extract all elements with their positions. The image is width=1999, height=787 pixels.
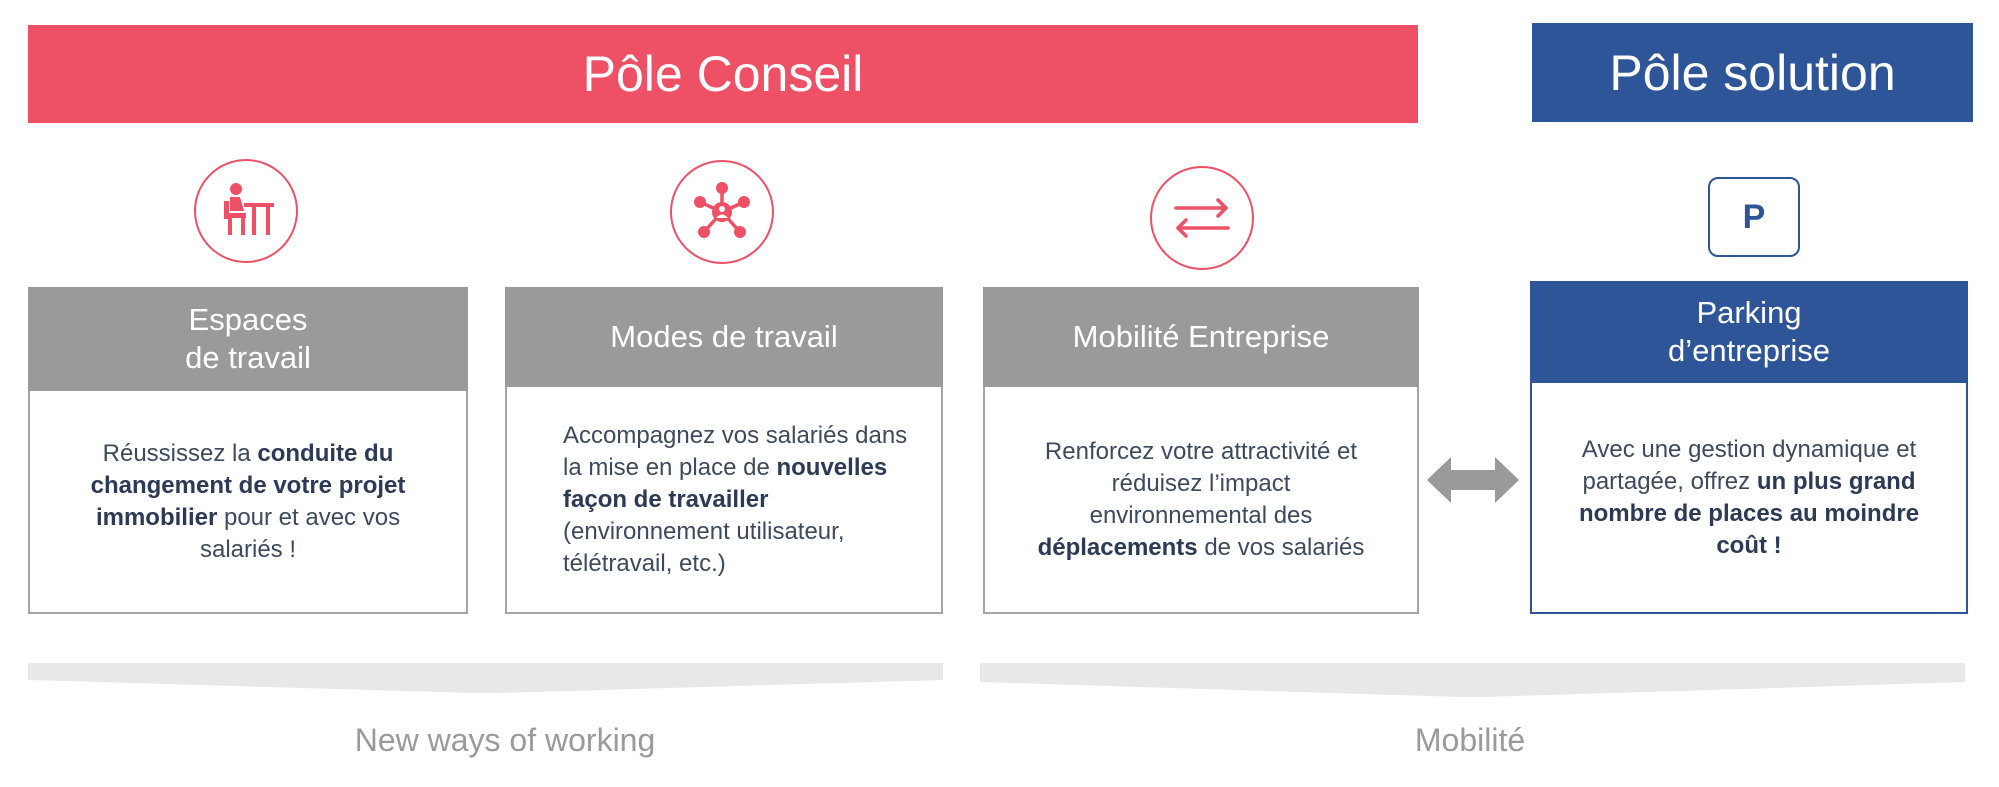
card-mobilite-body (983, 387, 1419, 614)
card-espaces-text-part: pour et avec vos salariés ! (199, 503, 401, 563)
card-mobilite-text-bold: déplacements (1037, 533, 1198, 561)
label-mobilite: Mobilité (1414, 722, 1526, 758)
pole-conseil-title: Pôle Conseil (582, 46, 864, 102)
card-modes-de-travail (505, 287, 943, 614)
bracket-mobilite (980, 663, 1965, 701)
parking-icon (1708, 177, 1800, 257)
card-parking-text-bold: un plus grand nombre de places au moindre coût ! (1578, 467, 1920, 559)
card-espaces-de-travail (28, 287, 468, 614)
card-espaces-body (28, 391, 468, 614)
card-parking-text-part: Avec une gestion dynamique et partagée, offrez (1581, 435, 1917, 495)
card-parking-header (1530, 281, 1968, 383)
card-modes-text-part: (environnement utilisateur, télétravail, etc.) (563, 517, 845, 577)
card-mobilite-text-part: Renforcez votre attractivité et réduisez l’impact environnemental des (1044, 437, 1358, 529)
card-espaces-title-line1: Espaces (188, 302, 308, 337)
card-modes-text (563, 420, 911, 580)
card-espaces-header (28, 287, 468, 391)
card-modes-text-bold: nouvelles façon de travailler (563, 453, 888, 513)
card-parking-title-line2: d’entreprise (1668, 333, 1830, 368)
card-parking-entreprise (1530, 281, 1968, 614)
card-mobilite-text (1035, 436, 1367, 564)
card-parking-text (1568, 434, 1930, 562)
card-mobilite-title: Mobilité Entreprise (1072, 319, 1330, 354)
card-mobilite-entreprise (983, 287, 1419, 614)
label-new-ways-of-working: New ways of working (354, 722, 656, 758)
card-espaces-title-line2: de travail (185, 340, 311, 375)
card-modes-header (505, 287, 943, 387)
card-modes-text-part: Accompagnez vos salariés dans la mise en place de (563, 421, 908, 481)
parking-letter: P (1742, 197, 1766, 236)
card-parking-body (1530, 383, 1968, 614)
card-mobilite-text-part: de vos salariés (1197, 533, 1365, 561)
bracket-new-ways (28, 663, 943, 697)
person-at-desk-icon (194, 159, 298, 263)
pole-solution-banner (1532, 23, 1973, 122)
card-espaces-text-bold: conduite du changement de votre projet immobilier (90, 439, 406, 531)
pole-solution-title: Pôle solution (1609, 44, 1896, 101)
card-modes-body (505, 387, 943, 614)
card-espaces-text (82, 438, 414, 566)
network-hub-icon (670, 160, 774, 264)
pole-conseil-banner (28, 25, 1418, 123)
card-espaces-text-part: Réussissez la (102, 439, 258, 467)
swap-arrows-icon (1150, 166, 1254, 270)
card-modes-title: Modes de travail (610, 319, 838, 354)
card-mobilite-header (983, 287, 1419, 387)
double-arrow-icon (1427, 455, 1519, 505)
card-parking-title-line1: Parking (1696, 295, 1802, 330)
